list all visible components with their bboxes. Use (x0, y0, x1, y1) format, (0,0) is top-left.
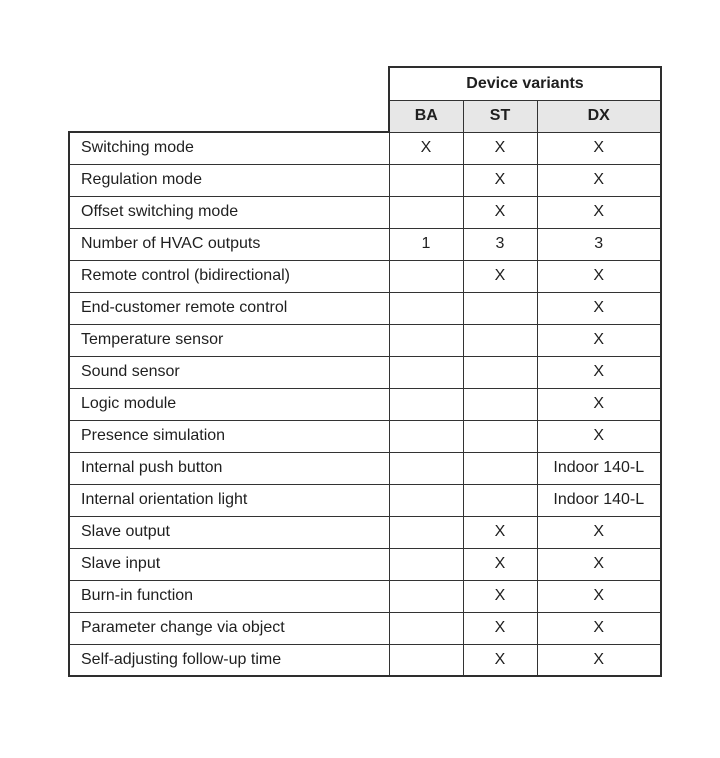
value-cell (389, 196, 463, 228)
value-cell: X (537, 164, 661, 196)
value-cell (463, 292, 537, 324)
value-cell (389, 612, 463, 644)
value-cell: X (537, 612, 661, 644)
value-cell (389, 516, 463, 548)
value-cell: X (537, 644, 661, 676)
value-cell (389, 324, 463, 356)
value-cell: X (389, 132, 463, 164)
value-cell: X (537, 260, 661, 292)
feature-cell: Slave output (69, 516, 389, 548)
value-cell: X (463, 164, 537, 196)
feature-cell: Number of HVAC outputs (69, 228, 389, 260)
table-row (69, 324, 661, 356)
value-cell: X (463, 516, 537, 548)
value-cell: X (537, 516, 661, 548)
value-cell: X (537, 292, 661, 324)
corner-spacer (69, 67, 389, 100)
feature-cell: Internal push button (69, 452, 389, 484)
feature-cell: Sound sensor (69, 356, 389, 388)
table-row (69, 420, 661, 452)
value-cell: X (537, 356, 661, 388)
value-cell (463, 324, 537, 356)
feature-cell: Parameter change via object (69, 612, 389, 644)
feature-cell: Internal orientation light (69, 484, 389, 516)
value-cell: X (537, 548, 661, 580)
value-cell (389, 644, 463, 676)
table-row (69, 580, 661, 612)
value-cell (463, 356, 537, 388)
value-cell: X (537, 580, 661, 612)
corner-spacer (69, 100, 389, 132)
value-cell (389, 420, 463, 452)
value-cell (389, 484, 463, 516)
value-cell (389, 164, 463, 196)
table-row (69, 164, 661, 196)
table-row (69, 452, 661, 484)
table-row (69, 516, 661, 548)
table-row (69, 260, 661, 292)
device-variants-table-container (68, 66, 662, 677)
value-cell (389, 452, 463, 484)
table-title-row (69, 67, 661, 100)
value-cell: X (537, 196, 661, 228)
value-cell (389, 388, 463, 420)
device-variants-table (68, 66, 662, 677)
value-cell (389, 548, 463, 580)
feature-cell: Remote control (bidirectional) (69, 260, 389, 292)
feature-cell: Temperature sensor (69, 324, 389, 356)
table-row (69, 228, 661, 260)
feature-cell: Logic module (69, 388, 389, 420)
table-body (69, 132, 661, 676)
table-row (69, 644, 661, 676)
value-cell: 3 (537, 228, 661, 260)
table-row (69, 548, 661, 580)
table-row (69, 196, 661, 228)
value-cell: X (463, 644, 537, 676)
column-header-ba: BA (389, 100, 463, 132)
column-header-dx: DX (537, 100, 661, 132)
value-cell: X (463, 260, 537, 292)
value-cell (463, 484, 537, 516)
value-cell (389, 356, 463, 388)
value-cell: X (463, 548, 537, 580)
value-cell: X (537, 420, 661, 452)
value-cell (389, 580, 463, 612)
value-cell: X (463, 196, 537, 228)
value-cell: X (463, 580, 537, 612)
value-cell: 3 (463, 228, 537, 260)
feature-cell: Self-adjusting follow-up time (69, 644, 389, 676)
feature-cell: Presence simulation (69, 420, 389, 452)
table-title: Device variants (389, 67, 661, 100)
value-cell: X (537, 132, 661, 164)
column-header-st: ST (463, 100, 537, 132)
feature-cell: End-customer remote control (69, 292, 389, 324)
table-row (69, 292, 661, 324)
feature-cell: Regulation mode (69, 164, 389, 196)
table-row (69, 612, 661, 644)
value-cell: Indoor 140-L (537, 484, 661, 516)
value-cell: X (463, 132, 537, 164)
value-cell: X (537, 324, 661, 356)
table-row (69, 388, 661, 420)
value-cell (463, 452, 537, 484)
table-row (69, 356, 661, 388)
value-cell: X (463, 612, 537, 644)
table-row (69, 132, 661, 164)
feature-cell: Offset switching mode (69, 196, 389, 228)
value-cell: X (537, 388, 661, 420)
value-cell: Indoor 140-L (537, 452, 661, 484)
value-cell: 1 (389, 228, 463, 260)
value-cell (389, 292, 463, 324)
value-cell (463, 420, 537, 452)
value-cell (463, 388, 537, 420)
feature-cell: Slave input (69, 548, 389, 580)
column-header-row (69, 100, 661, 132)
feature-cell: Switching mode (69, 132, 389, 164)
value-cell (389, 260, 463, 292)
feature-cell: Burn-in function (69, 580, 389, 612)
table-row (69, 484, 661, 516)
